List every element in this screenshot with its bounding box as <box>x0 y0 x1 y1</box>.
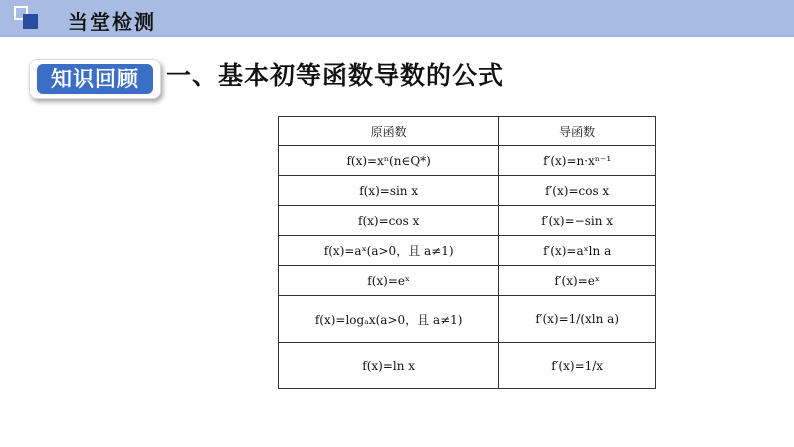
header-bar <box>0 0 794 37</box>
derivative-cell: f′(x)=n·xⁿ⁻¹ <box>499 146 656 176</box>
original-function-cell: f(x)=eˣ <box>279 266 499 296</box>
original-function-cell: f(x)=sin x <box>279 176 499 206</box>
logo-squares-icon <box>14 6 40 30</box>
table-row <box>279 266 656 296</box>
table-row <box>279 296 656 343</box>
derivative-cell: f′(x)=cos x <box>499 176 656 206</box>
original-function-cell: f(x)=logₐx(a>0，且 a≠1) <box>279 296 499 343</box>
header-title: 当堂检测 <box>68 10 156 34</box>
original-function-cell: f(x)=xⁿ(n∈Q*) <box>279 146 499 176</box>
table-row <box>279 206 656 236</box>
derivative-cell: f′(x)=1/(xln a) <box>499 296 656 343</box>
table-row <box>279 343 656 389</box>
badge-label: 知识回顾 <box>51 67 139 91</box>
column-header-derivative: 导函数 <box>499 117 656 146</box>
table-row <box>279 176 656 206</box>
table-row <box>279 146 656 176</box>
table-header-row <box>279 117 656 146</box>
table-row <box>279 236 656 266</box>
section-heading: 一、基本初等函数导数的公式 <box>166 61 505 90</box>
derivative-formula-table <box>278 116 656 389</box>
original-function-cell: f(x)=ln x <box>279 343 499 389</box>
derivative-cell: f′(x)=1/x <box>499 343 656 389</box>
derivative-cell: f′(x)=aˣln a <box>499 236 656 266</box>
column-header-original: 原函数 <box>279 117 499 146</box>
original-function-cell: f(x)=aˣ(a>0，且 a≠1) <box>279 236 499 266</box>
section-badge <box>29 59 161 99</box>
original-function-cell: f(x)=cos x <box>279 206 499 236</box>
derivative-cell: f′(x)=−sin x <box>499 206 656 236</box>
derivative-cell: f′(x)=eˣ <box>499 266 656 296</box>
